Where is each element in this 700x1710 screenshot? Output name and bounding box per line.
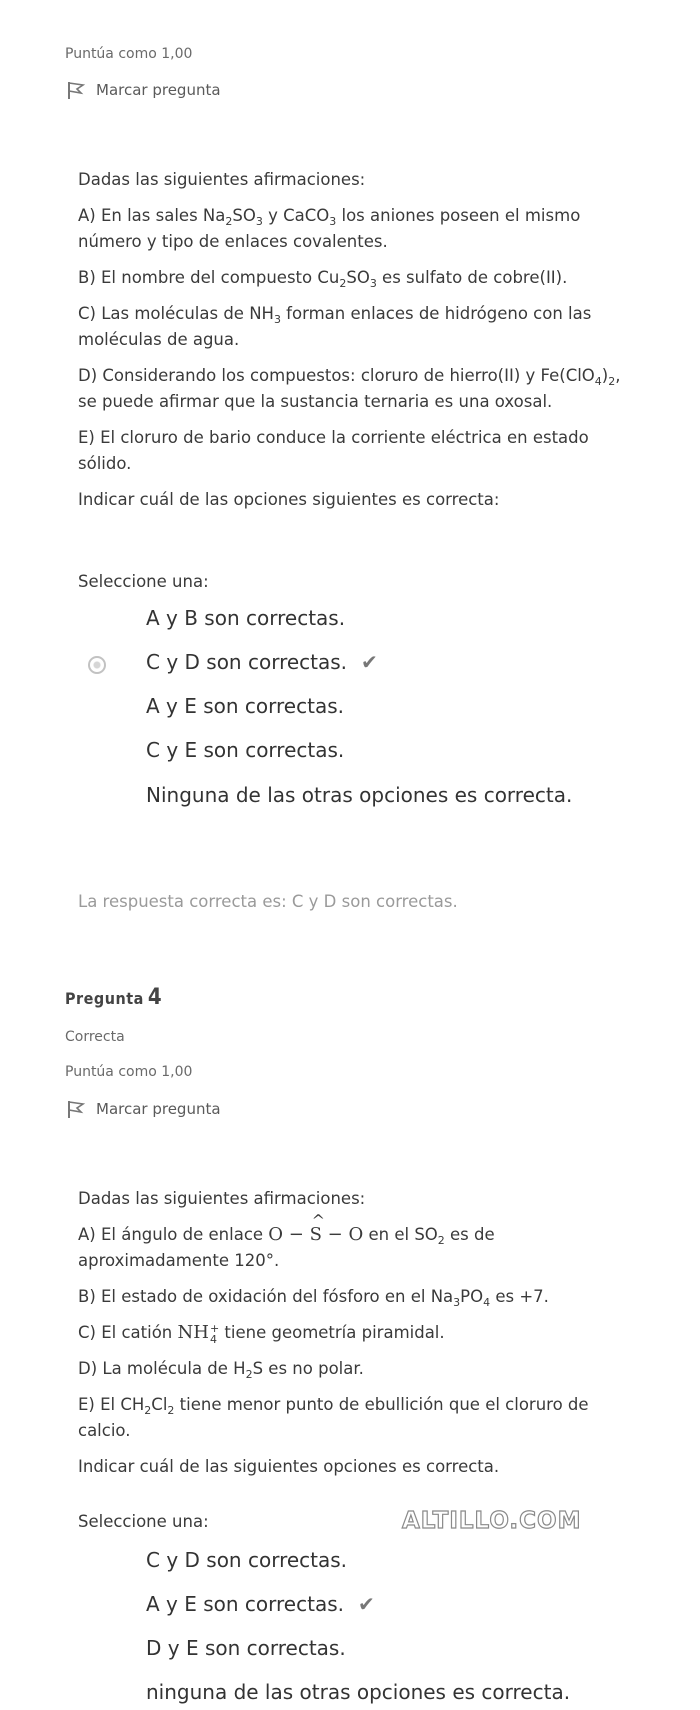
flag-question-label: Marcar pregunta (96, 81, 221, 99)
flag-question-label: Marcar pregunta (96, 1100, 221, 1118)
option-label: A y B son correctas. (146, 606, 346, 630)
question-title: Pregunta 4 (65, 985, 162, 1010)
question-prompt: Indicar cuál de las siguientes opciones es correcta. (78, 1457, 500, 1476)
question-prompt: Indicar cuál de las opciones siguientes es correcta: (78, 490, 500, 509)
option-c[interactable] (146, 694, 344, 718)
check-icon: ✔ (357, 1592, 375, 1616)
flag-question-link[interactable] (66, 1099, 221, 1119)
option-a[interactable] (146, 1548, 347, 1572)
option-a[interactable] (146, 606, 345, 630)
statement-e: E) El $CH_2Cl_2$ tiene menor punto de ebullición que el cloruro de calcio. (78, 1395, 589, 1440)
option-d[interactable] (146, 1680, 570, 1704)
option-b[interactable] (146, 650, 378, 674)
statement-b: B) El nombre del compuesto $Cu_2SO_3$ es sulfato de cobre(II). (78, 268, 568, 290)
flag-icon (66, 1099, 86, 1119)
option-d[interactable] (146, 738, 344, 762)
flag-icon (66, 80, 86, 100)
correct-answer-feedback: La respuesta correcta es: C y D son correctas. (78, 892, 458, 911)
statement-d: D) Considerando los compuestos: cloruro de hierro(II) y $Fe(ClO_4)_2$, se puede afirmar que la sustancia ternaria es una oxosal. (78, 366, 621, 411)
option-label: A y E son correctas. (146, 1592, 344, 1616)
question-intro: Dadas las siguientes afirmaciones: (78, 170, 366, 189)
question-state: Correcta (65, 1029, 125, 1045)
option-e[interactable] (146, 783, 572, 807)
statement-a: A) En las sales $Na_2SO_3$ y CaCO$_3$ los aniones poseen el mismo número y tipo de enlaces covalentes. (78, 206, 581, 251)
points-label: Puntúa como 1,00 (65, 46, 193, 62)
statement-a: A) El ángulo de enlace O − ^ S − O en el $SO_2$ es de aproximadamente 120°. (78, 1222, 623, 1274)
option-label: C y D son correctas. (146, 650, 348, 674)
question-text (78, 167, 623, 523)
option-label: D y E son correctas. (146, 1636, 346, 1660)
question-text (78, 1186, 623, 1490)
option-c[interactable] (146, 1636, 346, 1660)
points-label: Puntúa como 1,00 (65, 1064, 193, 1080)
statement-c: C) Las moléculas de $NH_3$ forman enlaces de hidrógeno con las moléculas de agua. (78, 304, 592, 349)
statement-e: E) El cloruro de bario conduce la corriente eléctrica en estado sólido. (78, 428, 589, 473)
option-label: C y E son correctas. (146, 738, 345, 762)
flag-question-link[interactable] (66, 80, 221, 100)
question-intro: Dadas las siguientes afirmaciones: (78, 1189, 366, 1208)
radio-selected[interactable] (88, 656, 106, 674)
statement-c: C) El catión NH + 4 tiene geometría piramidal. (78, 1321, 445, 1346)
check-icon: ✔ (361, 650, 378, 674)
option-b[interactable] (146, 1592, 375, 1616)
statement-d: D) La molécula de $H_2S$ es no polar. (78, 1359, 364, 1381)
option-label: ninguna de las otras opciones es correcta. (146, 1680, 571, 1704)
watermark: ALTILLO.COM (402, 1508, 582, 1534)
select-one-label: Seleccione una: (78, 1512, 209, 1531)
option-label: C y D son correctas. (146, 1548, 348, 1572)
option-label: Ninguna de las otras opciones es correcta. (146, 783, 573, 807)
option-label: A y E son correctas. (146, 694, 344, 718)
statement-b: B) El estado de oxidación del fósforo en el $Na_3PO_4$ es +7. (78, 1287, 549, 1309)
select-one-label: Seleccione una: (78, 572, 209, 591)
